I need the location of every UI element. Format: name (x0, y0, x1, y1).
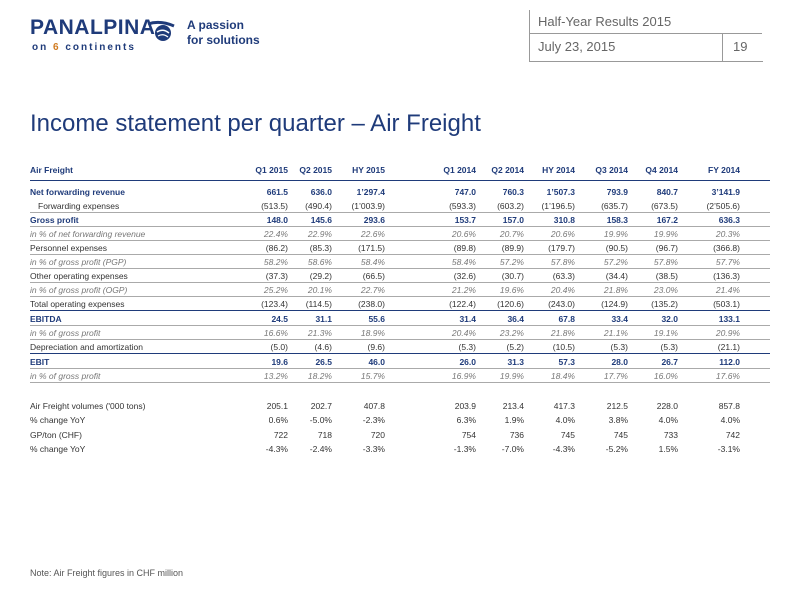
table-row (30, 283, 770, 297)
table-cell: 15.7% (360, 371, 385, 381)
table-cell: (4.6) (314, 342, 332, 352)
table-cell: 18.4% (550, 371, 575, 381)
table-cell: 21.8% (550, 328, 575, 338)
column-header: Q2 2015 (299, 165, 332, 175)
table-cell: 23.0% (653, 285, 678, 295)
table-cell: (32.6) (453, 271, 476, 281)
table-cell: 148.0 (266, 215, 288, 225)
row-label: Total operating expenses (30, 299, 125, 309)
table-cell: 145.6 (310, 215, 332, 225)
table-cell: (1’196.5) (541, 201, 575, 211)
table-row (30, 326, 770, 340)
table-cell: (89.9) (501, 243, 524, 253)
table-cell: 722 (273, 430, 288, 440)
table-cell: (63.3) (552, 271, 575, 281)
table-cell: (120.6) (497, 299, 524, 309)
table-cell: 20.4% (451, 328, 476, 338)
table-cell: 407.8 (363, 401, 385, 411)
table-cell: 46.0 (368, 357, 385, 367)
table-cell: 158.3 (606, 215, 628, 225)
table-cell: (37.3) (265, 271, 288, 281)
table-cell: 32.0 (661, 314, 678, 324)
table-cell: (86.2) (265, 243, 288, 253)
table-cell: 21.1% (603, 328, 628, 338)
table-cell: 31.3 (507, 357, 524, 367)
table-cell: 21.8% (603, 285, 628, 295)
table-cell: (5.3) (660, 342, 678, 352)
table-cell: 661.5 (266, 187, 288, 197)
table-cell: (5.0) (270, 342, 288, 352)
tagline-line-1: A passion (187, 18, 244, 32)
table-cell: 31.1 (315, 314, 332, 324)
footnote: Note: Air Freight figures in CHF million (30, 568, 184, 578)
table-cell: 57.2% (603, 257, 628, 267)
row-label: Air Freight volumes ('000 tons) (30, 401, 146, 411)
table-cell: 4.0% (720, 415, 740, 425)
row-label: % change YoY (30, 444, 86, 454)
table-cell: 1.9% (504, 415, 524, 425)
table-row (30, 241, 770, 255)
table-row (30, 399, 770, 413)
row-label: EBIT (30, 357, 50, 367)
table-row (30, 269, 770, 283)
table-cell: 57.3 (558, 357, 575, 367)
table-cell: (114.5) (305, 299, 332, 309)
table-cell: 17.7% (603, 371, 628, 381)
row-label: Net forwarding revenue (30, 187, 125, 197)
table-cell: 24.5 (271, 314, 288, 324)
table-cell: 21.4% (715, 285, 740, 295)
column-header: FY 2014 (708, 165, 740, 175)
column-header: Q2 2014 (491, 165, 524, 175)
table-cell: (171.5) (358, 243, 385, 253)
column-header: Q1 2014 (443, 165, 476, 175)
column-header: Air Freight (30, 165, 73, 175)
table-cell: 112.0 (719, 357, 740, 367)
table-row (30, 428, 770, 442)
table-row (30, 312, 770, 326)
table-cell: 21.2% (451, 285, 476, 295)
table-cell: 31.4 (459, 314, 476, 324)
table-cell: -7.0% (501, 444, 524, 454)
table-cell: 58.4% (451, 257, 476, 267)
table-cell: (366.8) (713, 243, 740, 253)
row-label: in % of gross profit (OGP) (30, 285, 128, 295)
table-cell: (9.6) (367, 342, 385, 352)
table-cell: (2’505.6) (706, 201, 740, 211)
table-cell: 58.2% (263, 257, 288, 267)
table-cell: 25.2% (263, 285, 288, 295)
table-cell: (90.5) (605, 243, 628, 253)
table-cell: 57.8% (550, 257, 575, 267)
table-cell: (243.0) (548, 299, 575, 309)
table-cell: 26.5 (315, 357, 332, 367)
table-cell: 22.6% (360, 229, 385, 239)
table-cell: 58.6% (307, 257, 332, 267)
row-label: Depreciation and amortization (30, 342, 143, 352)
row-label: Gross profit (30, 215, 79, 225)
table-cell: (34.4) (605, 271, 628, 281)
table-cell: 36.4 (507, 314, 524, 324)
table-cell: 157.0 (502, 215, 524, 225)
table-cell: 20.9% (715, 328, 740, 338)
table-cell: 3.8% (608, 415, 628, 425)
table-cell: (123.4) (261, 299, 288, 309)
logo-sub-prefix: on (32, 42, 53, 53)
table-cell: -4.3% (552, 444, 575, 454)
table-cell: (29.2) (309, 271, 332, 281)
column-header: Q1 2015 (255, 165, 288, 175)
table-cell: 20.1% (307, 285, 332, 295)
table-cell: 736 (509, 430, 524, 440)
table-header-row (30, 163, 770, 177)
table-cell: (238.0) (358, 299, 385, 309)
table-cell: 3’141.9 (711, 187, 740, 197)
table-cell: 4.0% (658, 415, 678, 425)
row-label: GP/ton (CHF) (30, 430, 82, 440)
table-cell: (136.3) (713, 271, 740, 281)
table-cell: -3.1% (717, 444, 740, 454)
table-row (30, 369, 770, 383)
table-cell: (593.3) (449, 201, 476, 211)
row-label: % change YoY (30, 415, 86, 425)
table-row (30, 413, 770, 427)
table-cell: 4.0% (555, 415, 575, 425)
logo-wordmark: PANALPINA (30, 16, 156, 39)
divider (30, 180, 770, 181)
table-cell: (21.1) (717, 342, 740, 352)
table-cell: (122.4) (449, 299, 476, 309)
table-cell: -2.4% (309, 444, 332, 454)
table-cell: 26.7 (661, 357, 678, 367)
table-cell: 6.3% (456, 415, 476, 425)
table-cell: 57.7% (715, 257, 740, 267)
table-cell: 19.9% (499, 371, 524, 381)
table-cell: -2.3% (362, 415, 385, 425)
table-row (30, 355, 770, 369)
table-cell: 28.0 (611, 357, 628, 367)
table-cell: 58.4% (360, 257, 385, 267)
row-label: in % of gross profit (30, 371, 101, 381)
row-label: in % of net forwarding revenue (30, 229, 146, 239)
table-cell: (1’003.9) (351, 201, 385, 211)
row-label: in % of gross profit (PGP) (30, 257, 127, 267)
table-cell: 213.4 (502, 401, 524, 411)
table-cell: -5.0% (309, 415, 332, 425)
table-cell: 19.1% (653, 328, 678, 338)
table-cell: 20.6% (451, 229, 476, 239)
table-cell: 793.9 (606, 187, 628, 197)
table-cell: 760.3 (502, 187, 524, 197)
table-cell: 228.0 (656, 401, 678, 411)
table-cell: 0.6% (268, 415, 288, 425)
table-cell: 18.2% (307, 371, 332, 381)
table-cell: (124.9) (601, 299, 628, 309)
table-cell: 17.6% (715, 371, 740, 381)
header-title: Half-Year Results 2015 (538, 14, 672, 29)
column-header: HY 2014 (542, 165, 575, 175)
table-row (30, 227, 770, 241)
table-cell: 203.9 (454, 401, 476, 411)
table-cell: 636.3 (718, 215, 740, 225)
table-cell: (10.5) (552, 342, 575, 352)
table-cell: (135.2) (651, 299, 678, 309)
table-cell: (89.8) (453, 243, 476, 253)
table-cell: 55.6 (368, 314, 385, 324)
table-cell: 754 (461, 430, 476, 440)
table-cell: 19.6 (271, 357, 288, 367)
table-cell: -4.3% (265, 444, 288, 454)
header-date: July 23, 2015 (538, 39, 616, 54)
table-cell: -1.3% (453, 444, 476, 454)
table-cell: (5.3) (458, 342, 476, 352)
table-row (30, 340, 770, 354)
table-cell: 745 (613, 430, 628, 440)
table-row (30, 255, 770, 269)
table-cell: 33.4 (611, 314, 628, 324)
table-cell: (5.2) (506, 342, 524, 352)
table-cell: 57.8% (653, 257, 678, 267)
page-number: 19 (733, 39, 748, 54)
table-cell: (603.2) (497, 201, 524, 211)
table-cell: 293.6 (363, 215, 385, 225)
table-cell: 16.9% (451, 371, 476, 381)
table-cell: 18.9% (360, 328, 385, 338)
table-cell: 1’507.3 (546, 187, 575, 197)
table-row (30, 442, 770, 456)
table-cell: 67.8 (558, 314, 575, 324)
table-cell: 19.9% (653, 229, 678, 239)
tagline-line-2: for solutions (187, 33, 260, 47)
table-cell: 167.2 (656, 215, 678, 225)
table-row (30, 297, 770, 311)
table-cell: 205.1 (266, 401, 288, 411)
logo-sub-suffix: continents (60, 42, 136, 53)
table-cell: 212.5 (606, 401, 628, 411)
table-cell: 733 (663, 430, 678, 440)
table-cell: 1’297.4 (356, 187, 385, 197)
table-cell: 22.9% (307, 229, 332, 239)
table-row (30, 213, 770, 227)
table-cell: 57.2% (499, 257, 524, 267)
table-cell: 417.3 (553, 401, 575, 411)
table-cell: 1.5% (658, 444, 678, 454)
row-label: Personnel expenses (30, 243, 108, 253)
table-cell: 26.0 (459, 357, 476, 367)
table-cell: (503.1) (713, 299, 740, 309)
table-cell: 19.9% (603, 229, 628, 239)
table-cell: 20.4% (550, 285, 575, 295)
page-title: Income statement per quarter – Air Freight (30, 110, 481, 137)
table-cell: 742 (725, 430, 740, 440)
table-cell: 16.6% (263, 328, 288, 338)
table-cell: 23.2% (499, 328, 524, 338)
table-cell: 718 (317, 430, 332, 440)
table-cell: (66.5) (362, 271, 385, 281)
row-label: EBITDA (30, 314, 62, 324)
table-cell: 857.8 (718, 401, 740, 411)
table-cell: (5.3) (610, 342, 628, 352)
table-cell: 22.4% (263, 229, 288, 239)
table-row (30, 185, 770, 199)
table-cell: (490.4) (305, 201, 332, 211)
table-cell: 636.0 (310, 187, 332, 197)
column-header: Q4 2014 (645, 165, 678, 175)
table-cell: (513.5) (261, 201, 288, 211)
table-cell: 745 (560, 430, 575, 440)
table-cell: -3.3% (362, 444, 385, 454)
table-cell: (30.7) (501, 271, 524, 281)
logo-sub-number: 6 (53, 42, 61, 53)
table-cell: 153.7 (454, 215, 476, 225)
table-cell: 21.3% (307, 328, 332, 338)
row-label: Other operating expenses (30, 271, 128, 281)
table-cell: 202.7 (310, 401, 332, 411)
table-cell: (179.7) (548, 243, 575, 253)
table-cell: 133.1 (718, 314, 740, 324)
table-cell: 20.3% (715, 229, 740, 239)
table-row (30, 199, 770, 213)
table-cell: 20.7% (499, 229, 524, 239)
table-cell: (85.3) (309, 243, 332, 253)
table-cell: (673.5) (651, 201, 678, 211)
table-cell: 720 (370, 430, 385, 440)
table-cell: 747.0 (454, 187, 476, 197)
column-header: HY 2015 (352, 165, 385, 175)
table-cell: 20.6% (550, 229, 575, 239)
table-cell: -5.2% (605, 444, 628, 454)
table-cell: (96.7) (655, 243, 678, 253)
row-label: Forwarding expenses (38, 201, 120, 211)
row-label: in % of gross profit (30, 328, 101, 338)
table-cell: 16.0% (653, 371, 678, 381)
column-header: Q3 2014 (595, 165, 628, 175)
table-cell: 840.7 (656, 187, 678, 197)
table-cell: 310.8 (553, 215, 575, 225)
table-cell: 19.6% (499, 285, 524, 295)
table-cell: 13.2% (263, 371, 288, 381)
table-cell: (38.5) (655, 271, 678, 281)
table-cell: 22.7% (360, 285, 385, 295)
table-cell: (635.7) (601, 201, 628, 211)
